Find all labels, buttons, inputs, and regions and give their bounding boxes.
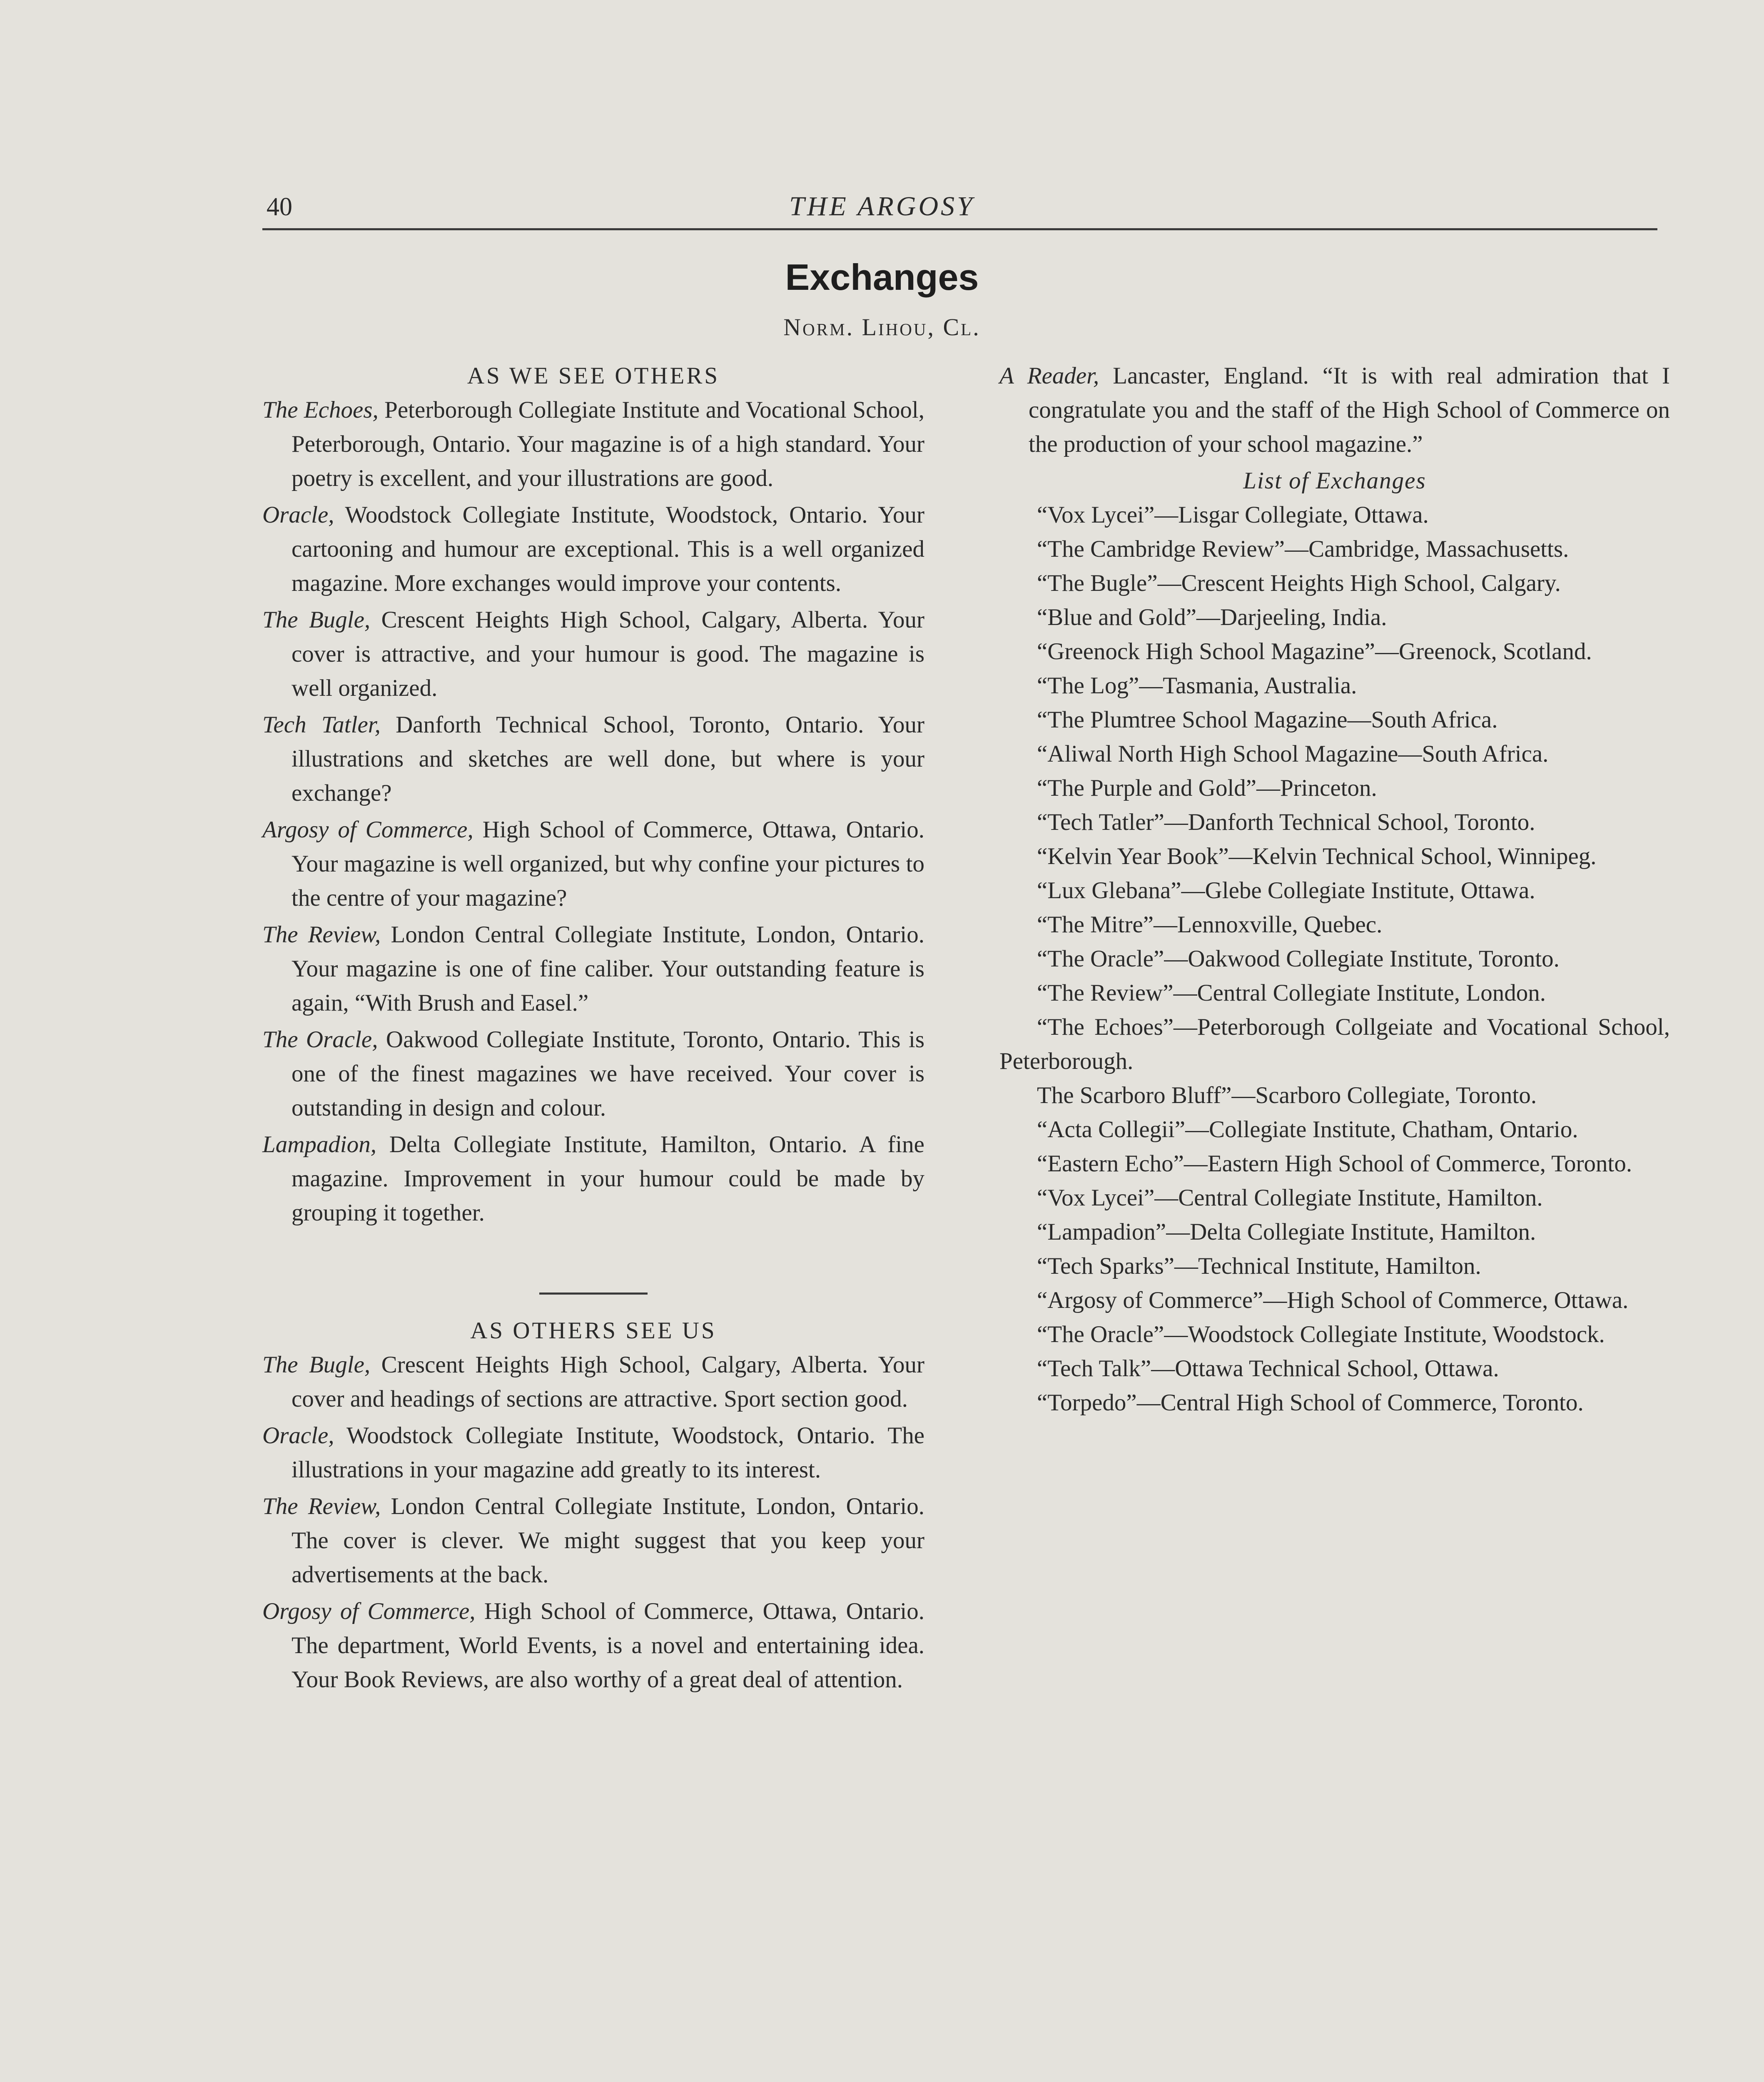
exchange-item: “Lux Glebana”—Glebe Collegiate Institute, Ottawa. (1037, 877, 1535, 904)
exchange-item: “Kelvin Year Book”—Kelvin Technical School, Winnipeg. (1037, 843, 1597, 869)
publication-name: Argosy of Commerce, (262, 817, 473, 843)
exchange-item: “Tech Talk”—Ottawa Technical School, Ottawa. (1037, 1355, 1499, 1382)
publication-name: Oracle, (262, 502, 334, 528)
exchange-item: “Acta Collegii”—Collegiate Institute, Chatham, Ontario. (1037, 1116, 1578, 1143)
exchange-item: “Greenock High School Magazine”—Greenock, Scotland. (1037, 638, 1592, 665)
header-rule (262, 228, 1657, 230)
review-entry (262, 1594, 924, 1697)
publication-name: The Bugle, (262, 1352, 371, 1378)
publication-name: The Oracle, (262, 1026, 378, 1053)
exchange-item: “The Oracle”—Woodstock Collegiate Institute, Woodstock. (1037, 1321, 1605, 1347)
review-entry (262, 393, 924, 496)
as-others-see-us-heading: AS OTHERS SEE US (470, 1317, 717, 1344)
exchange-item: “The Log”—Tasmania, Australia. (1037, 672, 1357, 699)
exchange-item: “The Cambridge Review”—Cambridge, Massachusetts. (1037, 536, 1569, 562)
section-divider (539, 1293, 648, 1295)
review-entry (262, 708, 924, 810)
exchange-item: “The Plumtree School Magazine—South Africa. (1037, 707, 1498, 733)
article-title: Exchanges (785, 257, 979, 298)
review-entry (262, 1023, 924, 1125)
exchange-item: “Vox Lycei”—Central Collegiate Institute, Hamilton. (1037, 1185, 1543, 1211)
reader-review (999, 359, 1670, 461)
review-entry (262, 498, 924, 600)
publication-name: The Bugle, (262, 607, 371, 633)
running-title: THE ARGOSY (789, 191, 975, 222)
exchange-item: “The Oracle”—Oakwood Collegiate Institute, Toronto. (1037, 946, 1560, 972)
review-text: London Central Collegiate Institute, London, Ontario. Your magazine is one of fine caliber. Your outstanding feature is again, “With Brush and Easel.” (292, 921, 924, 1016)
publication-name: Orgosy of Commerce, (262, 1598, 476, 1624)
exchange-item: The Scarboro Bluff”—Scarboro Collegiate, Toronto. (1037, 1082, 1537, 1108)
publication-name: The Review, (262, 1493, 381, 1519)
review-entry (262, 1128, 924, 1230)
publication-name: Lampadion, (262, 1131, 376, 1158)
review-text: Peterborough Collegiate Institute and Vocational School, Peterborough, Ontario. Your magazine is of a high standard. Your poetry is excellent, and your illustrations are good. (292, 397, 924, 491)
exchange-item: “Tech Sparks”—Technical Institute, Hamilton. (1037, 1253, 1481, 1279)
exchange-item: “The Review”—Central Collegiate Institute, London. (1037, 980, 1546, 1006)
exchange-item: “The Purple and Gold”—Princeton. (1037, 775, 1377, 801)
publication-name: The Review, (262, 921, 381, 948)
publication-name: The Echoes, (262, 397, 379, 423)
exchange-item: “The Mitre”—Lennoxville, Quebec. (1037, 911, 1383, 938)
as-we-see-others-heading: AS WE SEE OTHERS (467, 363, 720, 389)
exchange-item: “Argosy of Commerce”—High School of Commerce, Ottawa. (1037, 1287, 1629, 1313)
exchange-item: “Eastern Echo”—Eastern High School of Commerce, Toronto. (1037, 1151, 1632, 1177)
article-byline: Norm. Lihou, Cl. (783, 314, 981, 341)
review-text: High School of Commerce, Ottawa, Ontario. The department, World Events, is a novel and entertaining idea. Your Book Reviews, are also worthy of a great deal of attention. (292, 1598, 925, 1693)
review-entry (262, 918, 924, 1020)
review-text: Oakwood Collegiate Institute, Toronto, Ontario. This is one of the finest magazines we have received. Your cover is outstanding in design and colour. (292, 1026, 925, 1121)
exchange-item: “Blue and Gold”—Darjeeling, India. (1037, 604, 1387, 630)
review-text: Woodstock Collegiate Institute, Woodstock, Ontario. The illustrations in your magazine add greatly to its interest. (292, 1422, 924, 1483)
review-text: High School of Commerce, Ottawa, Ontario. Your magazine is well organized, but why confine your pictures to the centre of your magazine? (292, 817, 924, 911)
review-entry (262, 1419, 924, 1487)
publication-name: Tech Tatler, (262, 712, 381, 738)
review-text: Lancaster, England. “It is with real admiration that I congratulate you and the staff of the High School of Commerce on the production of your school magazine.” (1029, 363, 1670, 457)
review-text: London Central Collegiate Institute, London, Ontario. The cover is clever. We might suggest that you keep your advertisements at the back. (292, 1493, 924, 1588)
review-text: Crescent Heights High School, Calgary, Alberta. Your cover and headings of sections are attractive. Sport section good. (292, 1352, 924, 1412)
exchange-item: “Torpedo”—Central High School of Commerce, Toronto. (1037, 1390, 1584, 1416)
exchange-list-heading: List of Exchanges (1243, 468, 1426, 494)
exchange-item: “Tech Tatler”—Danforth Technical School, Toronto. (1037, 809, 1535, 835)
left-column (262, 359, 924, 1699)
review-entry (262, 1489, 924, 1592)
review-text: Delta Collegiate Institute, Hamilton, Ontario. A fine magazine. Improvement in your humour could be made by grouping it together. (292, 1131, 924, 1226)
review-entry (262, 813, 924, 915)
exchange-item: “Aliwal North High School Magazine—South Africa. (1037, 741, 1549, 767)
publication-name: A Reader, (999, 363, 1099, 389)
page-number: 40 (267, 193, 292, 221)
review-text: Crescent Heights High School, Calgary, Alberta. Your cover is attractive, and your humour is good. The magazine is well organized. (292, 607, 924, 701)
exchange-item: “The Bugle”—Crescent Heights High School, Calgary. (1037, 570, 1561, 596)
review-entry (262, 603, 924, 705)
publication-name: Oracle, (262, 1422, 334, 1449)
review-text: Danforth Technical School, Toronto, Ontario. Your illustrations and sketches are well done, but where is your exchange? (292, 712, 924, 806)
exchange-item: “The Echoes”—Peterborough Collgeiate and Vocational School, Peterborough. (999, 1014, 1670, 1074)
review-text: Woodstock Collegiate Institute, Woodstock, Ontario. Your cartooning and humour are exceptional. This is a well organized magazine. More exchanges would improve your contents. (292, 502, 924, 596)
right-column (999, 359, 1670, 1420)
review-entry (262, 1348, 924, 1416)
exchange-item: “Vox Lycei”—Lisgar Collegiate, Ottawa. (1037, 502, 1429, 528)
exchange-item: “Lampadion”—Delta Collegiate Institute, Hamilton. (1037, 1219, 1536, 1245)
